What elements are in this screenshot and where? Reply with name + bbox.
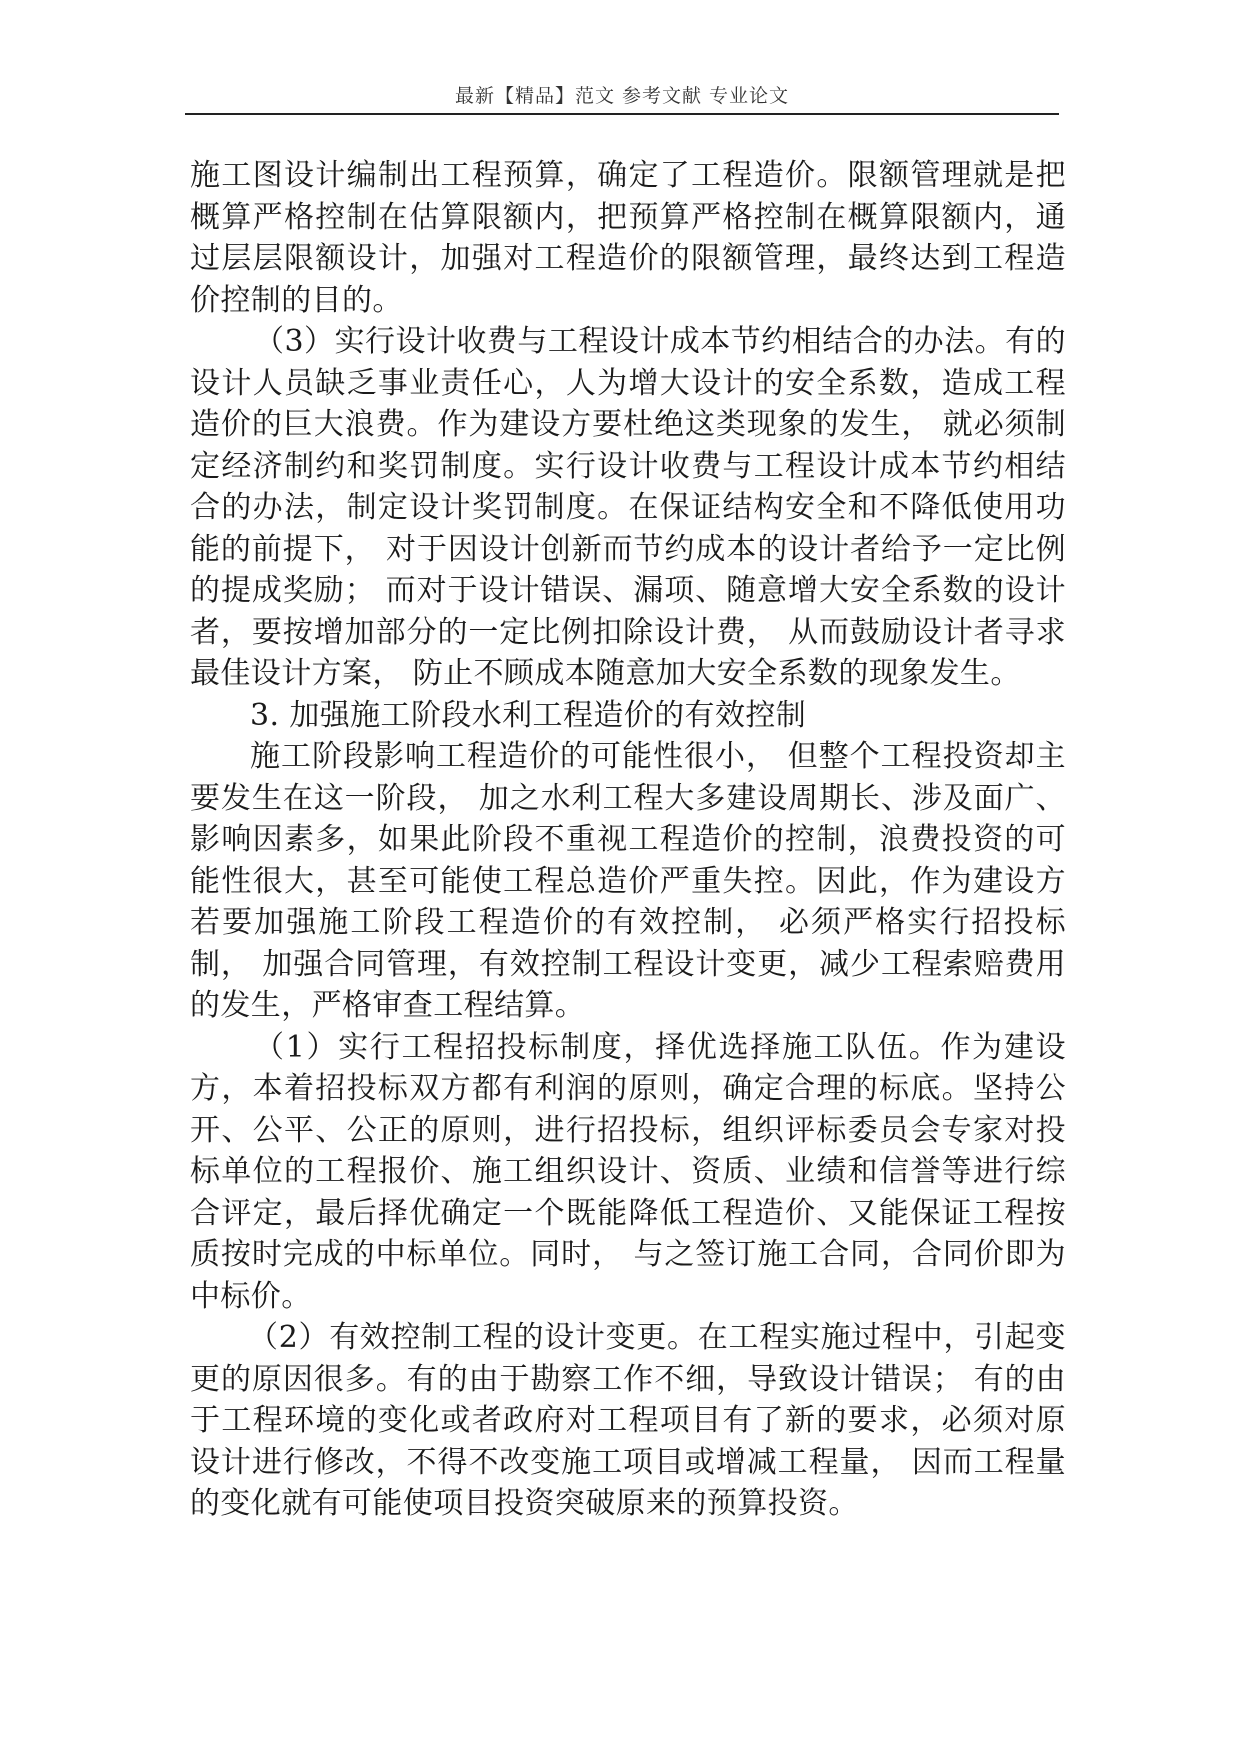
page-header: 最新【精品】范文 参考文献 专业论文: [454, 85, 790, 107]
section-heading-construction-phase: 3. 加强施工阶段水利工程造价的有效控制: [250, 697, 807, 733]
paragraph-limit-design: 施工图设计编制出工程预算，确定了工程造价。限额管理就是把概算严格控制在估算限额内，把预算严格控制在概算限额内，通过层层限额设计，加强对工程造价的限额管理，最终达到工程造价控制的目的。: [190, 158, 1066, 318]
paragraph-bidding-system: （1）实行工程招投标制度，择优选择施工队伍。作为建设方，本着招投标双方都有利润的原则，确定合理的标底。坚持公开、公平、公正的原则，进行招投标，组织评标委员会专家对投标单位的工程报价、施工组织设计、资质、业绩和信誉等进行综合评定，最后择优确定一个既能降低工程造价、又能保证工程按质按时完成的中标单位。同时， 与之签订施工合同，合同价即为中标价。: [190, 1029, 1066, 1314]
document-body: [190, 155, 1066, 1525]
paragraph-design-change-control: （2）有效控制工程的设计变更。在工程实施过程中，引起变更的原因很多。有的由于勘察工作不细，导致设计错误； 有的由于工程环境的变化或者政府对工程项目有了新的要求，必须对原设计进行修改，不得不改变施工项目或增减工程量， 因而工程量的变化就有可能使项目投资突破原来的预算投资。: [190, 1320, 1066, 1521]
paragraph-design-fee-method: （3）实行设计收费与工程设计成本节约相结合的办法。有的设计人员缺乏事业责任心，人为增大设计的安全系数，造成工程造价的巨大浪费。作为建设方要杜绝这类现象的发生， 就必须制定经济制约和奖罚制度。实行设计收费与工程设计成本节约相结合的办法，制定设计奖罚制度。在保证结构安全和不降低使用功能的前提下， 对于因设计创新而节约成本的设计者给予一定比例的提成奖励； 而对于设计错误、漏项、随意增大安全系数的设计者，要按增加部分的一定比例扣除设计费， 从而鼓励设计者寻求最佳设计方案， 防止不顾成本随意加大安全系数的现象发生。: [190, 324, 1066, 691]
header-divider: [185, 113, 1059, 115]
paragraph-construction-phase-control: 施工阶段影响工程造价的可能性很小， 但整个工程投资却主要发生在这一阶段， 加之水利工程大多建设周期长、涉及面广、影响因素多，如果此阶段不重视工程造价的控制，浪费投资的可能性很大，甚至可能使工程总造价严重失控。因此，作为建设方若要加强施工阶段工程造价的有效控制， 必须严格实行招投标制， 加强合同管理，有效控制工程设计变更，减少工程索赔费用的发生，严格审查工程结算。: [190, 739, 1066, 1023]
